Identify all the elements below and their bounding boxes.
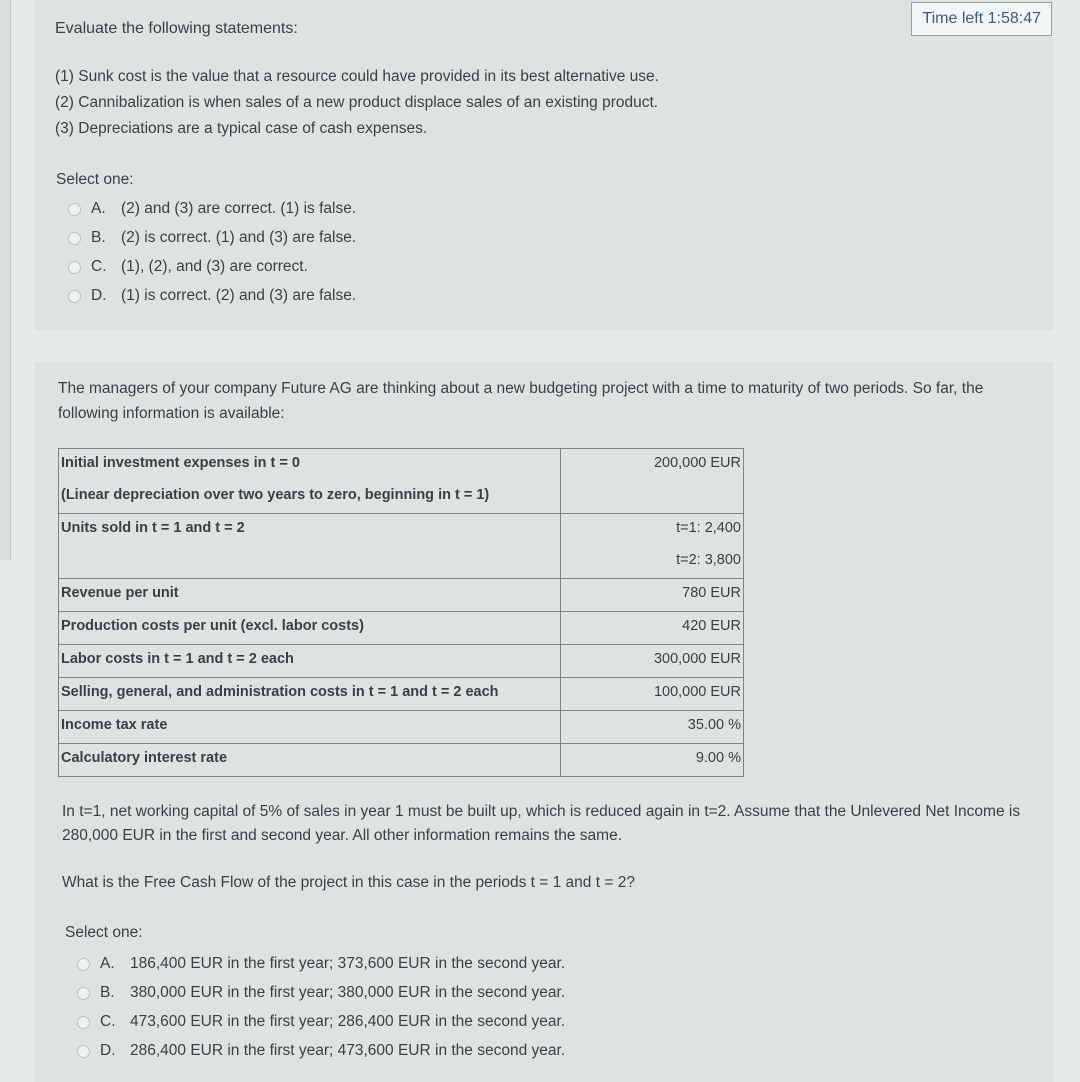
initial-investment-value: 200,000 EUR — [653, 455, 741, 471]
q1-option-c[interactable] — [68, 258, 308, 276]
sga-costs-value: 100,000 EUR — [561, 678, 744, 711]
option-text: 380,000 EUR in the first year; 380,000 EUR in the second year. — [130, 984, 566, 1001]
interest-rate-value: 9.00 % — [561, 744, 744, 777]
units-sold-t1: t=1: 2,400 — [676, 520, 741, 536]
revenue-label: Revenue per unit — [59, 579, 561, 612]
left-navigation-rail — [0, 0, 11, 560]
table-row — [59, 744, 744, 777]
q1-option-b[interactable] — [68, 229, 356, 247]
option-letter: B. — [100, 984, 115, 1001]
interest-rate-label: Calculatory interest rate — [59, 744, 561, 777]
statement-2: (2) Cannibalization is when sales of a new product displace sales of an existing product. — [55, 94, 659, 111]
question-1-card — [35, 0, 1053, 330]
table-row — [59, 612, 744, 645]
income-tax-value: 35.00 % — [561, 711, 744, 744]
option-text: (2) is correct. (1) and (3) are false. — [121, 229, 357, 246]
units-sold-label: Units sold in t = 1 and t = 2 — [61, 520, 245, 536]
table-row — [59, 645, 744, 678]
income-tax-label: Income tax rate — [59, 711, 561, 744]
revenue-value: 780 EUR — [561, 579, 744, 612]
question-2-intro: The managers of your company Future AG are thinking about a new budgeting project with a time to maturity of two periods. So far, the following information is available: — [58, 380, 984, 422]
production-costs-label: Production costs per unit (excl. labor costs) — [59, 612, 561, 645]
project-info-table — [58, 448, 744, 777]
option-text: (1) is correct. (2) and (3) are false. — [121, 287, 357, 304]
table-row — [59, 678, 744, 711]
statement-3: (3) Depreciations are a typical case of cash expenses. — [55, 120, 428, 137]
select-one-label: Select one: — [65, 924, 143, 941]
option-text: 473,600 EUR in the first year; 286,400 EUR in the second year. — [130, 1013, 566, 1030]
table-cell-value — [561, 514, 744, 579]
initial-investment-label: Initial investment expenses in t = 0 — [61, 455, 300, 471]
option-letter: D. — [91, 287, 107, 304]
radio-button-icon[interactable] — [68, 232, 81, 245]
table-row — [59, 579, 744, 612]
labor-costs-value: 300,000 EUR — [561, 645, 744, 678]
sga-costs-label: Selling, general, and administration costs in t = 1 and t = 2 each — [59, 678, 561, 711]
table-row — [59, 711, 744, 744]
option-text: 286,400 EUR in the first year; 473,600 EUR in the second year. — [130, 1042, 566, 1059]
radio-button-icon[interactable] — [77, 1016, 90, 1029]
table-cell-value — [561, 449, 744, 514]
table-cell-label — [59, 514, 561, 579]
option-text: 186,400 EUR in the first year; 373,600 EUR in the second year. — [130, 955, 566, 972]
select-one-label: Select one: — [56, 171, 134, 188]
labor-costs-label: Labor costs in t = 1 and t = 2 each — [59, 645, 561, 678]
option-letter: A. — [91, 200, 106, 217]
production-costs-value: 420 EUR — [561, 612, 744, 645]
radio-button-icon[interactable] — [68, 261, 81, 274]
option-letter: A. — [100, 955, 115, 972]
table-row — [59, 449, 744, 514]
option-letter: D. — [100, 1042, 116, 1059]
radio-button-icon[interactable] — [68, 203, 81, 216]
question-1-title: Evaluate the following statements: — [55, 20, 298, 37]
option-letter: C. — [91, 258, 107, 275]
q2-option-a[interactable] — [77, 955, 565, 973]
option-letter: C. — [100, 1013, 116, 1030]
q2-option-d[interactable] — [77, 1042, 565, 1060]
option-text: (2) and (3) are correct. (1) is false. — [121, 200, 357, 217]
q2-option-b[interactable] — [77, 984, 565, 1002]
radio-button-icon[interactable] — [77, 987, 90, 1000]
q2-option-c[interactable] — [77, 1013, 565, 1031]
option-text: (1), (2), and (3) are correct. — [121, 258, 308, 275]
option-letter: B. — [91, 229, 106, 246]
question-2-prompt: What is the Free Cash Flow of the project in this case in the periods t = 1 and t = 2? — [62, 874, 635, 891]
table-cell-label — [59, 449, 561, 514]
radio-button-icon[interactable] — [77, 958, 90, 971]
question-2-followup: In t=1, net working capital of 5% of sales in year 1 must be built up, which is reduced again in t=2. Assume that the Unlevered Net Income is 280,000 EUR in the first and second year. All other information remains the same. — [62, 803, 1021, 844]
q1-option-d[interactable] — [68, 287, 356, 305]
units-sold-t2: t=2: 3,800 — [676, 552, 741, 568]
radio-button-icon[interactable] — [77, 1045, 90, 1058]
depreciation-note: (Linear depreciation over two years to zero, beginning in t = 1) — [61, 487, 490, 503]
q1-option-a[interactable] — [68, 200, 356, 218]
statement-1: (1) Sunk cost is the value that a resource could have provided in its best alternative use. — [55, 68, 659, 85]
time-left-timer: Time left 1:58:47 — [911, 2, 1052, 36]
table-row — [59, 514, 744, 579]
question-2-card — [35, 362, 1053, 1082]
radio-button-icon[interactable] — [68, 290, 81, 303]
